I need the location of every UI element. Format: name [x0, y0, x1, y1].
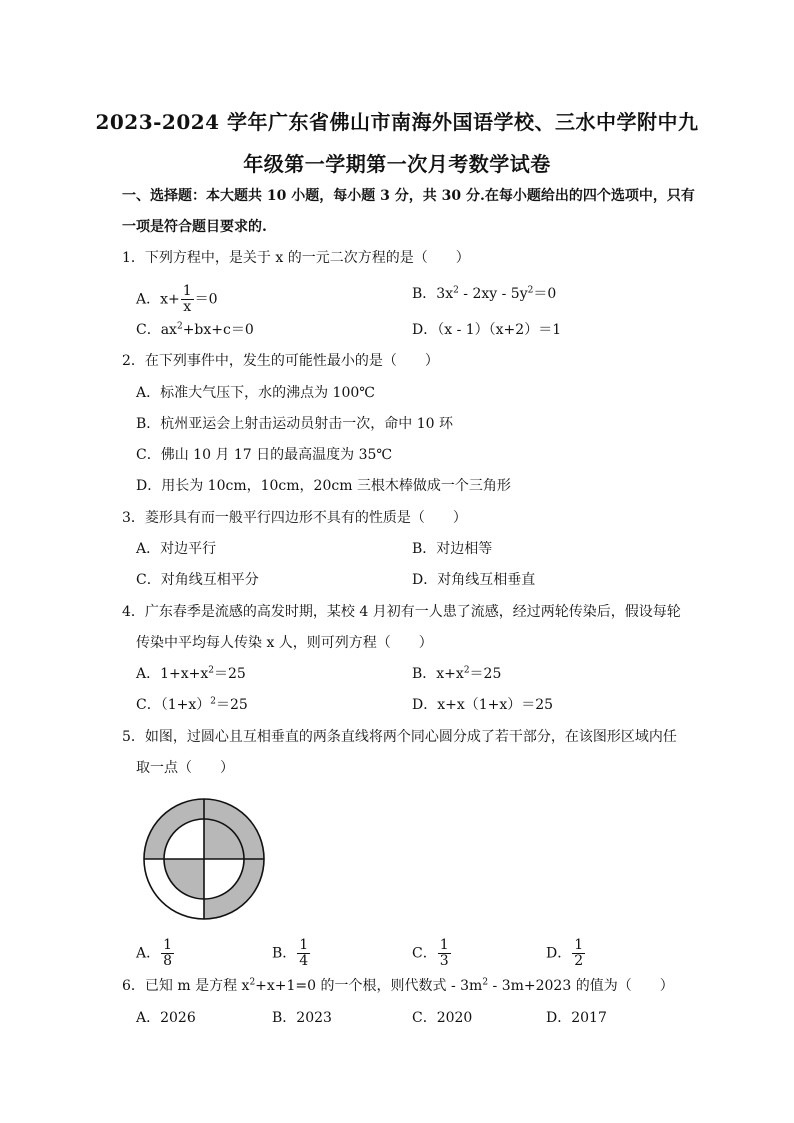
question-5-stem-cont: 取一点（ ） [136, 760, 234, 776]
question-2-stem: 2．在下列事件中，发生的可能性最小的是（ ） [122, 353, 439, 369]
q1-a-text: A．x+ [136, 291, 180, 308]
q1-b-mid: - 2xy - 5y [458, 286, 528, 302]
q5-option-b[interactable] [272, 938, 311, 969]
q1-a-suffix: ＝0 [194, 291, 218, 308]
q6-option-b[interactable]: B．2023 [272, 1010, 332, 1026]
q3-option-a[interactable]: A．对边平行 [136, 541, 217, 557]
q5-b-denominator: 4 [299, 953, 309, 969]
q1-option-d[interactable]: D．（x - 1）（x+2）＝1 [412, 322, 562, 338]
section-heading-cont: 一项是符合题目要求的. [122, 219, 267, 235]
question-1-stem: 1．下列方程中，是关于 x 的一元二次方程的是（ ） [122, 250, 470, 266]
question-3-stem: 3．菱形具有而一般平行四边形不具有的性质是（ ） [122, 510, 467, 526]
q1-a-numerator: 1 [182, 283, 192, 299]
q5-a-denominator: 8 [163, 953, 173, 969]
q6-exp2: 2 [482, 977, 489, 988]
q3-option-b[interactable]: B．对边相等 [412, 541, 493, 557]
question-6-stem [122, 976, 674, 996]
q5-d-fraction [572, 938, 585, 969]
q6-option-d[interactable]: D．2017 [546, 1010, 607, 1026]
q4-option-c[interactable] [136, 695, 248, 715]
q6-option-c[interactable]: C．2020 [412, 1010, 473, 1026]
question-5-stem: 5．如图，过圆心且互相垂直的两条直线将两个同心圆分成了若干部分，在该图形区域内任 [122, 729, 677, 745]
q5-b-fraction [297, 938, 310, 969]
question-4-stem-cont: 传染中平均每人传染 x 人，则可列方程（ ） [136, 635, 433, 651]
q3-option-d[interactable]: D．对角线互相垂直 [412, 572, 536, 588]
q1-b-suffix: ＝0 [533, 286, 557, 302]
section-heading: 一、选择题：本大题共 10 小题，每小题 3 分，共 30 分.在每小题给出的四个选项中，只有 [122, 188, 695, 204]
q1-option-a[interactable] [136, 284, 218, 315]
q4-b-text: B．x+x [412, 666, 464, 682]
q1-option-c[interactable] [136, 320, 254, 340]
q5-c-numerator: 1 [439, 937, 449, 953]
q5-option-c[interactable] [412, 938, 452, 969]
q2-option-b[interactable]: B．杭州亚运会上射击运动员射击一次，命中 10 环 [136, 416, 454, 432]
q5-c-denominator: 3 [439, 953, 449, 969]
q5-d-denominator: 2 [574, 953, 584, 969]
q5-a-fraction [161, 938, 174, 969]
q1-a-fraction [181, 284, 194, 315]
q1-b-exp1: 2 [453, 285, 459, 296]
q5-d-label: D． [546, 945, 572, 962]
q1-b-exp2: 2 [527, 285, 534, 296]
q4-option-d[interactable]: D．x+x（1+x）＝25 [412, 697, 554, 713]
q4-option-b[interactable] [412, 664, 501, 684]
q2-option-a[interactable]: A．标准大气压下，水的沸点为 100℃ [136, 385, 375, 401]
q4-b-suffix: ＝25 [469, 666, 502, 682]
q5-d-numerator: 1 [574, 937, 584, 953]
q1-c-suffix: +bx+c＝0 [182, 322, 254, 338]
q4-c-text: C．（1+x） [136, 697, 211, 713]
q1-a-denominator: x [183, 299, 192, 315]
q4-a-exp: 2 [208, 665, 215, 676]
q1-c-text: C．ax [136, 322, 177, 338]
q5-option-a[interactable] [136, 938, 175, 969]
q5-option-d[interactable] [546, 938, 586, 969]
q6-stem-mid: +x+1=0 的一个根，则代数式 - 3m [255, 978, 483, 994]
q4-c-exp: 2 [210, 696, 216, 707]
q5-c-label: C． [412, 945, 437, 962]
exam-title-line1: 2023-2024 学年广东省佛山市南海外国语学校、三水中学附中九 [95, 110, 699, 134]
q4-a-text: A．1+x+x [136, 666, 209, 682]
q1-b-text: B．3x [412, 286, 454, 302]
concentric-circles-figure [142, 797, 266, 921]
q6-exp1: 2 [249, 977, 256, 988]
q4-a-suffix: ＝25 [214, 666, 246, 682]
q6-stem-suffix: - 3m+2023 的值为（ ） [488, 978, 674, 994]
q5-a-numerator: 1 [163, 937, 173, 953]
q2-option-c[interactable]: C．佛山 10 月 17 日的最高温度为 35℃ [136, 447, 393, 463]
q2-option-d[interactable]: D．用长为 10cm，10cm，20cm 三根木棒做成一个三角形 [136, 478, 511, 494]
q5-b-numerator: 1 [299, 937, 309, 953]
q4-b-exp: 2 [463, 665, 470, 676]
question-4-stem: 4．广东春季是流感的高发时期，某校 4 月初有一人患了流感，经过两轮传染后，假设每轮 [122, 604, 681, 620]
q4-c-suffix: ＝25 [215, 697, 248, 713]
exam-title-line2: 年级第一学期第一次月考数学试卷 [243, 152, 551, 176]
q6-option-a[interactable]: A．2026 [136, 1010, 196, 1026]
q4-option-a[interactable] [136, 664, 246, 684]
q1-c-exp: 2 [176, 321, 183, 332]
q6-stem-text: 6．已知 m 是方程 x [122, 978, 250, 994]
q1-option-b[interactable] [412, 284, 556, 304]
q3-option-c[interactable]: C．对角线互相平分 [136, 572, 259, 588]
q5-b-label: B． [272, 945, 297, 962]
q5-a-label: A． [136, 945, 161, 962]
q5-c-fraction [438, 938, 451, 969]
